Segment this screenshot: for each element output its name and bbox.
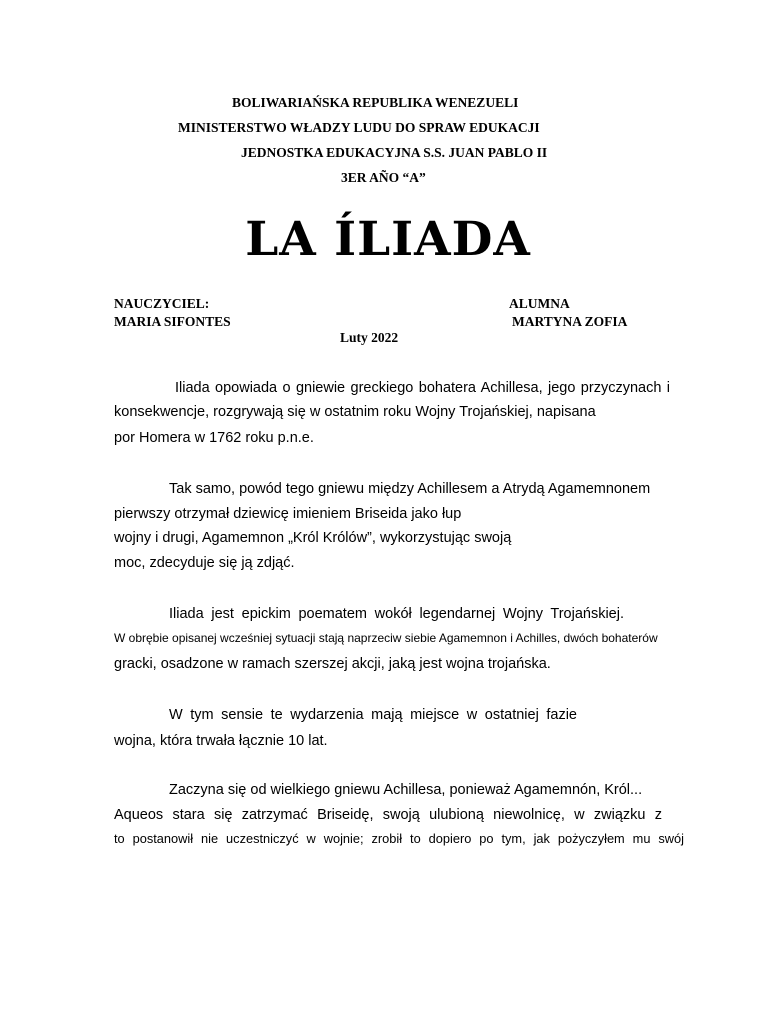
header-country: BOLIWARIAŃSKA REPUBLIKA WENEZUELI	[232, 95, 519, 110]
paragraph-1-line-1: Iliada opowiada o gniewie greckiego bohatera Achillesa, jego przyczynach i	[175, 380, 670, 396]
student-label: ALUMNA	[509, 296, 570, 311]
paragraph-4-line-2: wojna, która trwała łącznie 10 lat.	[114, 733, 328, 749]
paragraph-1-line-2: konsekwencje, rozgrywają się w ostatnim roku Wojny Trojańskiej, napisana	[114, 404, 596, 420]
header-school: JEDNOSTKA EDUKACYJNA S.S. JUAN PABLO II	[241, 145, 548, 160]
paragraph-2-line-1: Tak samo, powód tego gniewu między Achillesem a Atrydą Agamemnonem	[169, 481, 651, 497]
paragraph-2-line-3: wojny i drugi, Agamemnon „Król Królów”, wykorzystując swoją	[114, 530, 512, 546]
paragraph-3-line-3: gracki, osadzone w ramach szerszej akcji, jaką jest wojna trojańska.	[114, 656, 551, 672]
header-ministry: MINISTERSTWO WŁADZY LUDU DO SPRAW EDUKACJI	[178, 120, 540, 135]
paragraph-5-line-2: Aqueos stara się zatrzymać Briseidę, swoją ulubioną niewolnicę, w związku z	[114, 807, 662, 823]
paragraph-1-line-3: por Homera w 1762 roku p.n.e.	[114, 430, 314, 446]
paragraph-5-line-3: to postanowił nie uczestniczyć w wojnie; zrobił to dopiero po tym, jak pożyczyłem mu swój	[114, 831, 684, 846]
student-name: MARTYNA ZOFIA	[512, 314, 628, 329]
paragraph-3-line-2: W obrębie opisanej wcześniej sytuacji stają naprzeciw siebie Agamemnon i Achilles, dwóch bohaterów	[114, 631, 658, 645]
paragraph-2-line-4: moc, zdecyduje się ją zdjąć.	[114, 555, 295, 571]
document-title: LA ÍLIADA	[245, 212, 531, 267]
teacher-label: NAUCZYCIEL:	[114, 296, 210, 311]
paragraph-3-line-1: Iliada jest epickim poematem wokół legendarnej Wojny Trojańskiej.	[169, 606, 624, 622]
paragraph-4-line-1: W tym sensie te wydarzenia mają miejsce w ostatniej fazie	[169, 707, 577, 723]
document-date: Luty 2022	[340, 330, 399, 345]
teacher-name: MARIA SIFONTES	[114, 314, 231, 329]
paragraph-5-line-1: Zaczyna się od wielkiego gniewu Achillesa, ponieważ Agamemnón, Król...	[169, 782, 643, 798]
header-class: 3ER AÑO “A”	[341, 170, 426, 185]
paragraph-2-line-2: pierwszy otrzymał dziewicę imieniem Briseida jako łup	[114, 506, 462, 522]
